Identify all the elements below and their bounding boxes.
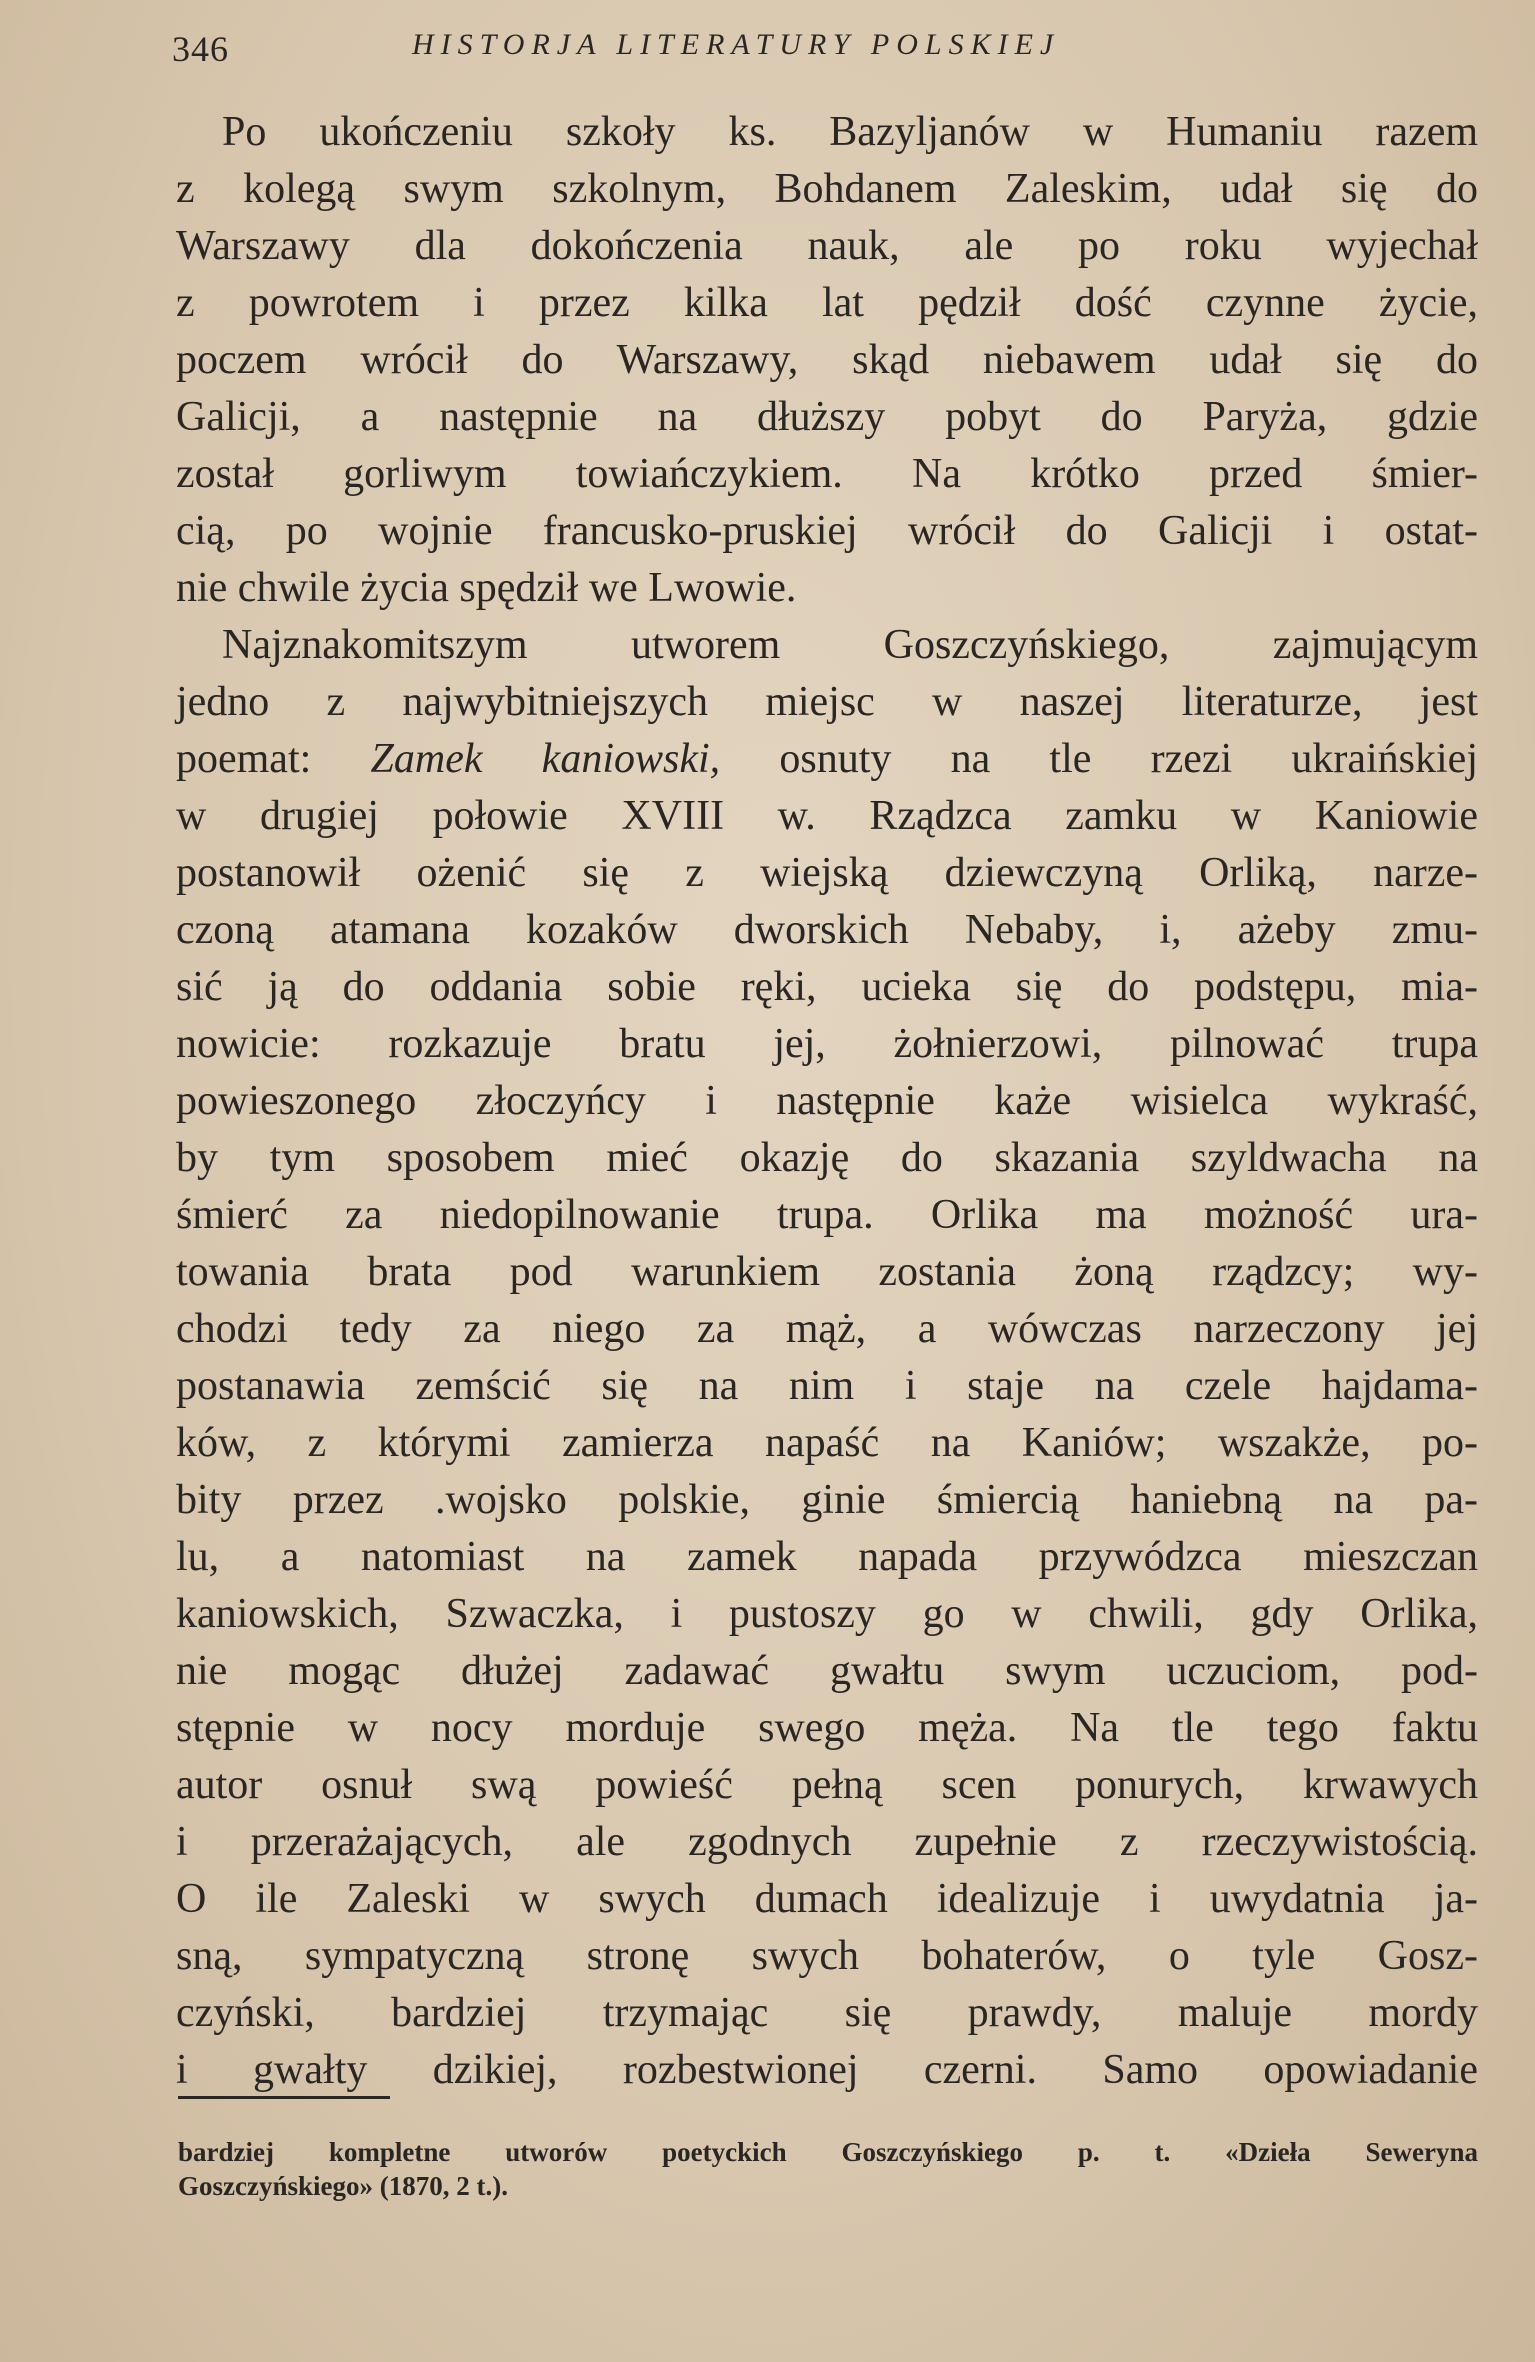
text-line: postanowił ożenić się z wiejską dziewczyną Orliką, narze-: [176, 850, 1478, 896]
text-line: czyński, bardziej trzymając się prawdy, maluje mordy: [176, 1990, 1478, 2036]
text-line: bity przez .wojsko polskie, ginie śmiercią haniebną na pa-: [176, 1477, 1478, 1523]
body-text: [176, 104, 1478, 2099]
text-line: autor osnuł swą powieść pełną scen ponurych, krwawych: [176, 1762, 1478, 1808]
text-line: postanawia zemścić się na nim i staje na czele hajdama-: [176, 1363, 1478, 1409]
footnote-line: Goszczyńskiego» (1870, 2 t.).: [178, 2171, 508, 2201]
text-line: nie mogąc dłużej zadawać gwałtu swym uczuciom, pod-: [176, 1648, 1478, 1694]
text-line: sną, sympatyczną stronę swych bohaterów, o tyle Gosz-: [176, 1933, 1478, 1979]
text-line-with-title: [176, 731, 1478, 788]
text-line: kaniowskich, Szwaczka, i pustoszy go w chwili, gdy Orlika,: [176, 1591, 1478, 1637]
text-line: powieszonego złoczyńcy i następnie każe wisielca wykraść,: [176, 1078, 1478, 1124]
text-line: lu, a natomiast na zamek napada przywódzca mieszczan: [176, 1534, 1478, 1580]
running-title: HISTORJA LITERATURY POLSKIEJ: [412, 28, 1061, 61]
page-number: 346: [172, 29, 229, 69]
paragraph-2: [176, 617, 1478, 2099]
text-fragment: poemat:: [176, 736, 371, 782]
text-line: nie chwile życia spędził we Lwowie.: [176, 565, 797, 611]
text-line: Warszawy dla dokończenia nauk, ale po roku wyjechał: [176, 223, 1478, 269]
text-line: by tym sposobem mieć okazję do skazania szyldwacha na: [176, 1135, 1478, 1181]
text-line: z kolegą swym szkolnym, Bohdanem Zaleskim, udał się do: [176, 166, 1478, 212]
footnote: [178, 2135, 1478, 2203]
text-line: towania brata pod warunkiem zostania żoną rządzcy; wy-: [176, 1249, 1478, 1295]
text-line: nowicie: rozkazuje bratu jej, żołnierzowi, pilnować trupa: [176, 1021, 1478, 1067]
text-line: Po ukończeniu szkoły ks. Bazyljanów w Humaniu razem: [222, 109, 1478, 155]
footnote-line: bardziej kompletne utworów poetyckich Goszczyńskiego p. t. «Dzieła Seweryna: [178, 2137, 1478, 2167]
text-line: stępnie w nocy morduje swego męża. Na tle tego faktu: [176, 1705, 1478, 1751]
text-line: został gorliwym towiańczykiem. Na krótko przed śmier-: [176, 451, 1478, 497]
text-line: z powrotem i przez kilka lat pędził dość czynne życie,: [176, 280, 1478, 326]
text-line: śmierć za niedopilnowanie trupa. Orlika ma możność ura-: [176, 1192, 1478, 1238]
text-line: poczem wrócił do Warszawy, skąd niebawem udał się do: [176, 337, 1478, 383]
text-line: ków, z którymi zamierza napaść na Kaniów; wszakże, po-: [176, 1420, 1478, 1466]
paragraph-1: [176, 104, 1478, 617]
text-line: Najznakomitszym utworem Goszczyńskiego, zajmującym: [222, 622, 1478, 668]
text-line: Galicji, a następnie na dłuższy pobyt do Paryża, gdzie: [176, 394, 1478, 440]
text-line: i gwałty dzikiej, rozbestwionej czerni. Samo opowiadanie: [176, 2047, 1478, 2093]
text-fragment: osnuty na tle rzezi ukraińskiej: [720, 736, 1478, 782]
text-line: czoną atamana kozaków dworskich Nebaby, i, ażeby zmu-: [176, 907, 1478, 953]
text-line: i przerażających, ale zgodnych zupełnie z rzeczywistością.: [176, 1819, 1478, 1865]
text-line: jedno z najwybitniejszych miejsc w naszej literaturze, jest: [176, 679, 1478, 725]
footnote-divider: [178, 2096, 390, 2099]
page-header: [172, 28, 1472, 76]
text-line: chodzi tedy za niego za mąż, a wówczas narzeczony jej: [176, 1306, 1478, 1352]
text-line: cią, po wojnie francusko-pruskiej wrócił do Galicji i ostat-: [176, 508, 1478, 554]
text-line: O ile Zaleski w swych dumach idealizuje i uwydatnia ja-: [176, 1876, 1478, 1922]
text-line: sić ją do oddania sobie ręki, ucieka się do podstępu, mia-: [176, 964, 1478, 1010]
text-line: w drugiej połowie XVIII w. Rządzca zamku w Kaniowie: [176, 793, 1478, 839]
work-title: Zamek kaniowski,: [370, 736, 721, 782]
